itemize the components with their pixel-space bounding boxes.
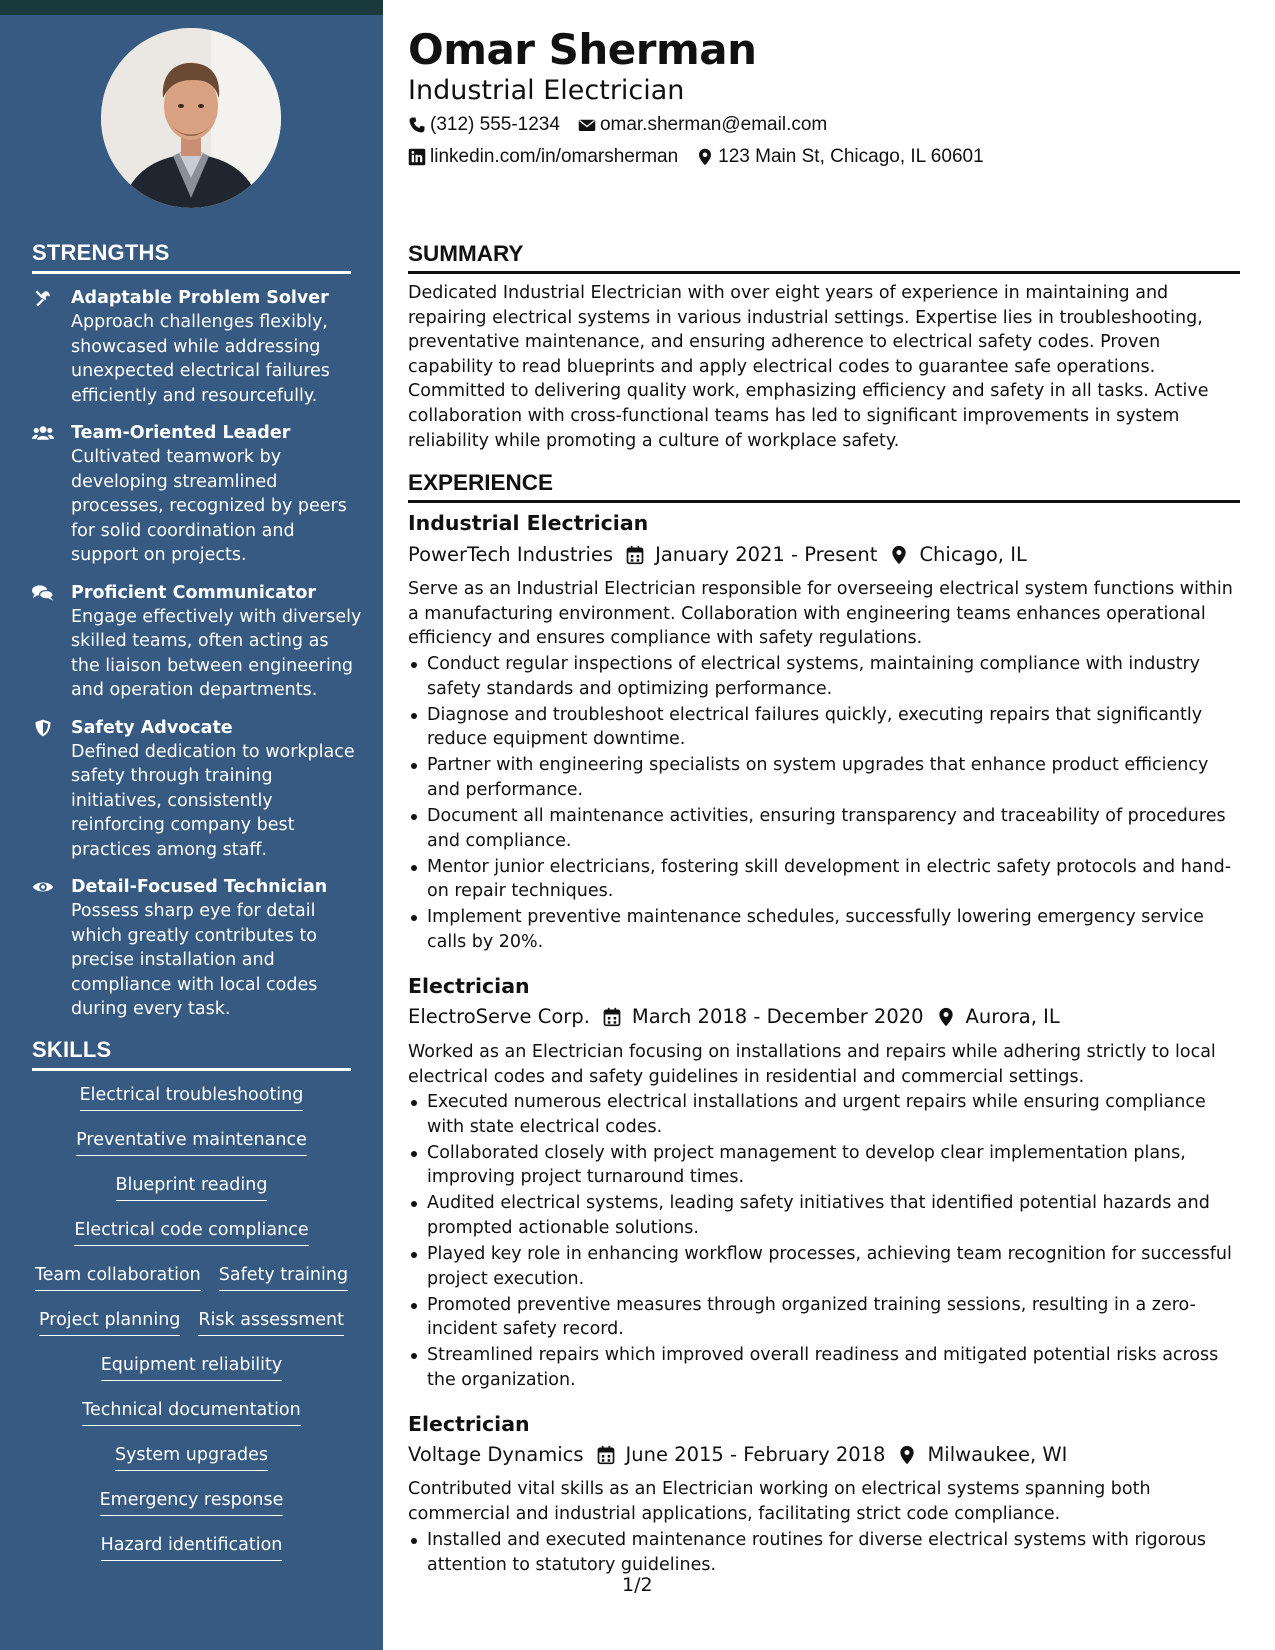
skill-tag: Technical documentation xyxy=(82,1398,300,1426)
skill-tag: Preventative maintenance xyxy=(76,1128,307,1156)
skill-tag: Blueprint reading xyxy=(116,1173,268,1201)
bullet-item: Played key role in enhancing workflow processes, achieving team recognition for successful project execution. xyxy=(408,1242,1240,1291)
contact-address xyxy=(696,145,983,169)
skills-list xyxy=(32,1083,351,1578)
avatar xyxy=(101,28,281,208)
phone-text: (312) 555-1234 xyxy=(430,114,560,135)
contact-email[interactable] xyxy=(578,113,827,137)
summary-text: Dedicated Industrial Electrician with over eight years of experience in maintaining and repairing electrical systems in various industrial settings. Expertise lies in troubleshooting, preventative maintenance, and ensuring adherence to electrical safety codes. Proven capability to read blueprints and apply electrical codes to guarantee safe operations. Committed to delivering quality work, emphasizing efficiency and safety in all tasks. Active collaboration with cross-functional teams has led to significant improvements in system reliability while promoting a culture of workplace safety. xyxy=(408,283,1209,451)
bullet-item: Implement preventive maintenance schedules, successfully lowering emergency service calls by 20%. xyxy=(408,905,1240,954)
skill-tag: Hazard identification xyxy=(101,1533,283,1561)
bullet-item: Audited electrical systems, leading safety initiatives that identified potential hazards and prompted actionable solutions. xyxy=(408,1191,1240,1240)
job-company: PowerTech Industries xyxy=(408,543,614,566)
skill-tag: Project planning xyxy=(39,1308,180,1336)
bullet-item: Mentor junior electricians, fostering skill development in electric safety protocols and hand-on repair techniques. xyxy=(408,855,1240,904)
skill-row xyxy=(32,1398,351,1443)
strength-item xyxy=(32,716,362,863)
job-bullets xyxy=(408,1528,1240,1579)
skill-tag: Electrical troubleshooting xyxy=(80,1083,304,1111)
bullet-item: Installed and executed maintenance routines for diverse electrical systems with rigorous attention to statutory guidelines. xyxy=(408,1528,1240,1577)
eye-icon xyxy=(32,877,56,897)
skill-tag: Equipment reliability xyxy=(101,1353,283,1381)
job-title: Electrician xyxy=(408,974,530,998)
summary-heading: SUMMARY xyxy=(408,240,1240,274)
experience-heading: EXPERIENCE xyxy=(408,469,1240,503)
bullet-item: Partner with engineering specialists on system upgrades that enhance product efficiency and performance. xyxy=(408,753,1240,802)
skill-row xyxy=(32,1443,351,1488)
profile-photo xyxy=(101,28,281,208)
job-meta xyxy=(408,1004,1060,1030)
job-dates: January 2021 - Present xyxy=(655,543,878,566)
bullet-item: Streamlined repairs which improved overall readiness and mitigated potential risks across the organization. xyxy=(408,1343,1240,1392)
skill-row xyxy=(32,1083,351,1128)
bullet-item: Diagnose and troubleshoot electrical failures quickly, executing repairs that significantly reduce equipment downtime. xyxy=(408,703,1240,752)
job-dates: June 2015 - February 2018 xyxy=(625,1443,886,1466)
strength-title: Safety Advocate xyxy=(71,717,233,738)
skill-row xyxy=(32,1128,351,1173)
skill-row xyxy=(32,1533,351,1578)
candidate-name: Omar Sherman xyxy=(408,25,757,74)
job-location: Milwaukee, WI xyxy=(927,1443,1068,1466)
skill-tag: Team collaboration xyxy=(35,1263,201,1291)
strength-title: Detail-Focused Technician xyxy=(71,877,328,897)
job-bullets xyxy=(408,652,1240,956)
skill-row xyxy=(32,1488,351,1533)
map-pin-icon xyxy=(889,545,909,565)
skill-row xyxy=(32,1353,351,1398)
contact-linkedin[interactable] xyxy=(408,145,678,169)
skill-tag: Emergency response xyxy=(100,1488,284,1516)
job-dates: March 2018 - December 2020 xyxy=(631,1005,924,1028)
job-company: Voltage Dynamics xyxy=(408,1443,584,1466)
users-icon xyxy=(32,423,56,443)
sidebar-top-bar xyxy=(0,0,383,15)
linkedin-icon xyxy=(408,148,426,166)
strength-desc: Approach challenges flexibly, showcased while addressing unexpected electrical failures efficiently and resourcefully. xyxy=(71,312,330,406)
strength-desc: Defined dedication to workplace safety through training initiatives, consistently reinforcing company best practices among staff. xyxy=(71,741,355,860)
skill-tag: System upgrades xyxy=(115,1443,268,1471)
calendar-icon xyxy=(596,1445,616,1465)
skill-row xyxy=(32,1218,351,1263)
strength-title: Proficient Communicator xyxy=(71,582,317,603)
map-pin-icon xyxy=(897,1445,917,1465)
strength-desc: Possess sharp eye for detail which greatly contributes to precise installation and compliance with local codes during every task. xyxy=(71,901,318,1019)
contact-row xyxy=(408,113,827,137)
job-company: ElectroServe Corp. xyxy=(408,1005,590,1028)
strength-item xyxy=(32,421,362,568)
job-location: Aurora, IL xyxy=(965,1005,1060,1028)
sidebar xyxy=(0,0,383,1650)
map-pin-icon xyxy=(936,1007,956,1027)
bullet-item: Promoted preventive measures through organized training sessions, resulting in a zero-incident safety record. xyxy=(408,1293,1240,1342)
bullet-item: Collaborated closely with project management to develop clear implementation plans, improving project turnaround times. xyxy=(408,1141,1240,1190)
skill-row xyxy=(32,1173,351,1218)
strength-item xyxy=(32,286,362,408)
job-location: Chicago, IL xyxy=(919,543,1027,566)
phone-icon xyxy=(408,116,426,134)
job-meta xyxy=(408,542,1027,568)
job-meta xyxy=(408,1442,1067,1468)
email-text[interactable]: omar.sherman@email.com xyxy=(599,114,828,135)
bullet-item: Conduct regular inspections of electrical systems, maintaining compliance with industry safety standards and optimizing performance. xyxy=(408,652,1240,701)
skills-heading: SKILLS xyxy=(32,1037,351,1071)
candidate-title: Industrial Electrician xyxy=(408,75,685,106)
skill-row xyxy=(32,1308,351,1353)
strengths-heading: STRENGTHS xyxy=(32,240,351,274)
skill-tag: Electrical code compliance xyxy=(74,1218,308,1246)
strength-item xyxy=(32,875,362,1022)
job-title: Electrician xyxy=(408,1412,530,1436)
skill-tag: Risk assessment xyxy=(198,1308,344,1336)
page-number: 1/2 xyxy=(622,1574,653,1596)
linkedin-text[interactable]: linkedin.com/in/omarsherman xyxy=(430,146,679,167)
address-text: 123 Main St, Chicago, IL 60601 xyxy=(718,146,984,167)
envelope-icon xyxy=(578,116,596,134)
job-bullets xyxy=(408,1090,1240,1394)
contact-row xyxy=(408,145,984,169)
map-pin-icon xyxy=(696,148,714,166)
job-description: Contributed vital skills as an Electrician working on electrical systems spanning both commercial and industrial applications, facilitating strict code compliance. xyxy=(408,1479,1151,1524)
calendar-icon xyxy=(602,1007,622,1027)
tools-icon xyxy=(32,288,56,308)
calendar-icon xyxy=(625,545,645,565)
strength-title: Team-Oriented Leader xyxy=(71,423,291,443)
bullet-item: Document all maintenance activities, ensuring transparency and traceability of procedures and compliance. xyxy=(408,804,1240,853)
skill-tag: Safety training xyxy=(219,1263,348,1291)
strength-desc: Engage effectively with diversely skilled teams, often acting as the liaison between engineering and operation departments. xyxy=(71,606,362,700)
job-title: Industrial Electrician xyxy=(408,511,649,535)
strength-title: Adaptable Problem Solver xyxy=(71,288,329,308)
comments-icon xyxy=(32,583,56,603)
job-description: Worked as an Electrician focusing on installations and repairs while adhering strictly to local electrical codes and safety guidelines in residential and commercial settings. xyxy=(408,1042,1216,1087)
strength-item xyxy=(32,581,362,703)
contact-phone xyxy=(408,113,560,137)
strength-desc: Cultivated teamwork by developing streamlined processes, recognized by peers for solid coordination and support on projects. xyxy=(71,447,347,565)
strengths-list xyxy=(32,286,362,1035)
bullet-item: Executed numerous electrical installations and urgent repairs while ensuring compliance with state electrical codes. xyxy=(408,1090,1240,1139)
shield-icon xyxy=(32,718,56,738)
job-description: Serve as an Industrial Electrician responsible for overseeing electrical system functions within a manufacturing environment. Collaboration with engineering teams enhances operational efficiency and ensures compliance with safety regulations. xyxy=(408,579,1233,649)
skill-row xyxy=(32,1263,351,1308)
